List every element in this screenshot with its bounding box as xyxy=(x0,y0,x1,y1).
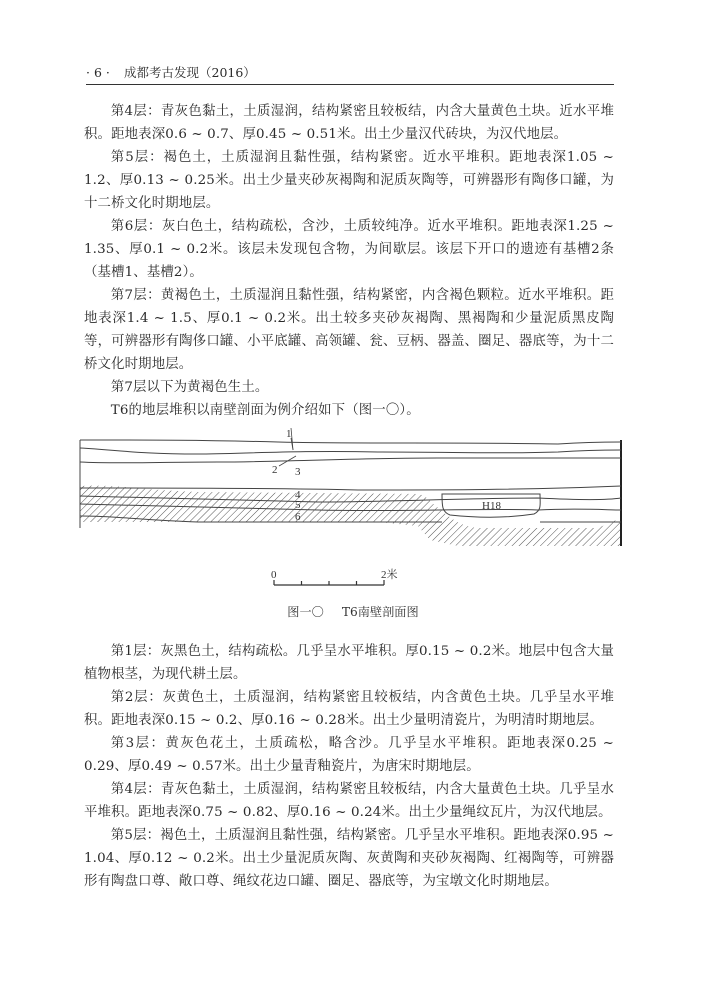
paragraph-t6-layer-2: 第2层：灰黄色土，土质湿润，结构紧密且较板结，内含黄色土块。几乎呈水平堆积。距地表深0.15 ~ 0.2、厚0.16 ~ 0.28米。出土少量明清瓷片，为明清时期地层。 xyxy=(84,690,614,728)
layer-label-3: 3 xyxy=(295,466,301,478)
paragraph-below-layer-7: 第7层以下为黄褐色生土。 xyxy=(110,380,269,395)
scale-start-label: 0 xyxy=(271,569,277,581)
layer-label-6: 6 xyxy=(295,511,301,523)
paragraph-t6-layer-4: 第4层：青灰色黏土，土质湿润，结构紧密且较板结，内含大量黄色土块。几乎呈水平堆积。距地表深0.75 ~ 0.82、厚0.16 ~ 0.24米。出土少量绳纹瓦片，为汉代地层。 xyxy=(84,782,614,820)
journal-title: 成都考古发现（2016） xyxy=(123,65,256,80)
figure-caption xyxy=(0,603,706,620)
paragraph-t6-intro: T6的地层堆积以南壁剖面为例介绍如下（图一〇）。 xyxy=(110,403,420,418)
paragraph-t6-layer-5: 第5层：褐色土，土质湿润且黏性强，结构紧密。几乎呈水平堆积。距地表深0.95 ~ 1.04、厚0.12 ~ 0.2米。出土少量泥质灰陶、灰黄陶和夹砂灰褐陶、红褐陶等，可辨器形有陶盘口尊、敞口尊、绳纹花边口罐、圈足、器底等，为宝墩文化时期地层。 xyxy=(84,828,614,889)
paragraph-layer-4: 第4层：青灰色黏土，土质湿润，结构紧密且较板结，内含大量黄色土块。近水平堆积。距地表深0.6 ~ 0.7、厚0.45 ~ 0.51米。出土少量汉代砖块，为汉代地层。 xyxy=(84,104,614,142)
running-header xyxy=(86,62,614,85)
layer-label-1: 1 xyxy=(286,428,292,440)
figure-title: T6南壁剖面图 xyxy=(341,605,419,619)
layer-label-4: 4 xyxy=(295,489,301,501)
page-number: · 6 · xyxy=(86,65,110,80)
boundary-2-3 xyxy=(80,458,621,463)
scale-end-label: 2米 xyxy=(381,569,398,581)
section-drawing-svg xyxy=(78,428,638,628)
paragraph-layer-5: 第5层：褐色土，土质湿润且黏性强，结构紧密。近水平堆积。距地表深1.05 ~ 1.2、厚0.13 ~ 0.25米。出土少量夹砂灰褐陶和泥质灰陶等，可辨器形有陶侈口罐，为十二桥文化时期地层。 xyxy=(84,150,614,211)
paragraph-t6-layer-1: 第1层：灰黑色土，结构疏松。几乎呈水平堆积。厚0.15 ~ 0.2米。地层中包含大量植物根茎，为现代耕土层。 xyxy=(84,644,614,682)
text-block-top xyxy=(84,100,614,422)
surface-line xyxy=(80,440,621,444)
scale-bar xyxy=(274,580,384,585)
text-block-bottom xyxy=(84,640,614,893)
pit-label: H18 xyxy=(482,500,501,512)
paragraph-layer-7: 第7层：黄褐色土，土质湿润且黏性强，结构紧密，内含褐色颗粒。近水平堆积。距地表深1.4 ~ 1.5、厚0.1 ~ 0.2米。出土较多夹砂灰褐陶、黑褐陶和少量泥质黑皮陶等，可辨器形有陶侈口罐、小平底罐、高领罐、瓮、豆柄、器盖、圈足、器底等，为十二桥文化时期地层。 xyxy=(84,288,614,372)
layer-label-5: 5 xyxy=(295,499,301,511)
figure-number: 图一〇 xyxy=(287,605,324,619)
boundary-1-2 xyxy=(80,448,621,454)
section-drawing xyxy=(78,428,638,628)
boundary-3-4 xyxy=(80,486,621,490)
paragraph-layer-6: 第6层：灰白色土，结构疏松，含沙，土质较纯净。近水平堆积。距地表深1.25 ~ 1.35、厚0.1 ~ 0.2米。该层未发现包含物，为间歇层。该层下开口的遗迹有基槽2条（基槽1、基槽2）。 xyxy=(84,219,614,280)
paragraph-t6-layer-3: 第3层：黄灰色花土，土质疏松，略含沙。几乎呈水平堆积。距地表深0.25 ~ 0.29、厚0.49 ~ 0.57米。出土少量青釉瓷片，为唐宋时期地层。 xyxy=(84,736,614,774)
layer-label-2: 2 xyxy=(272,464,278,476)
